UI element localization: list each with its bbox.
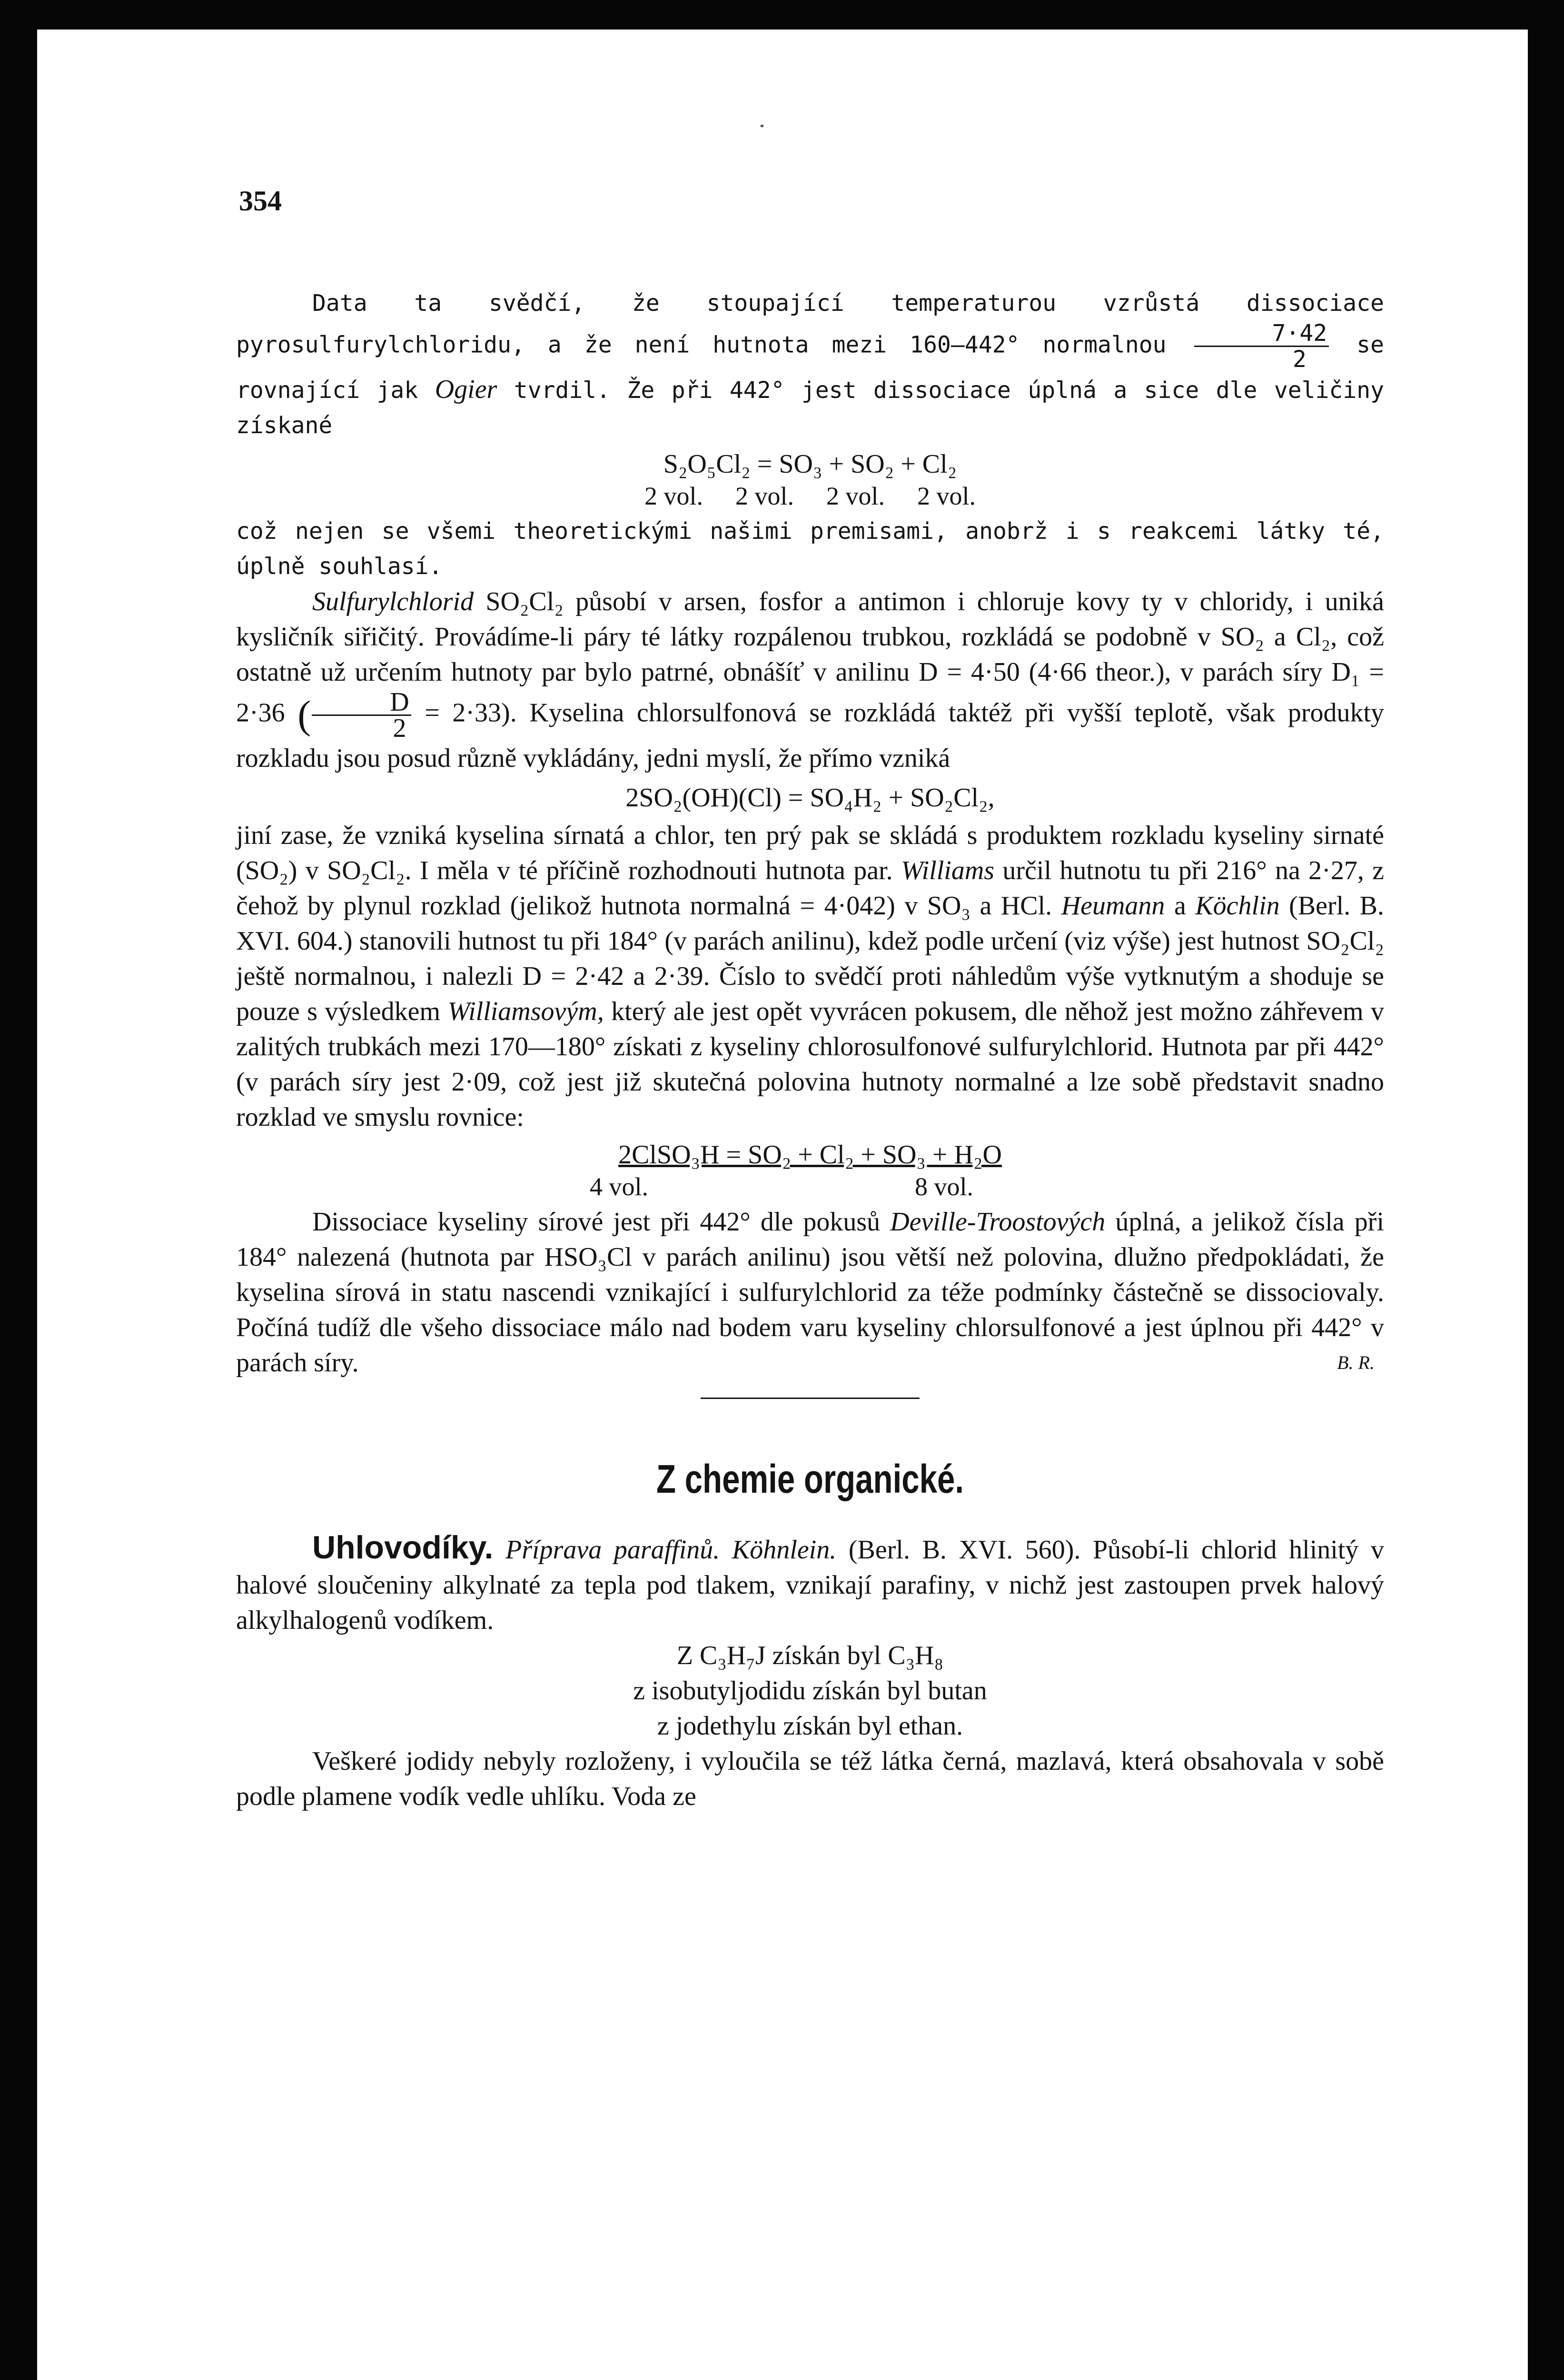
- volume-label: 2 vol.: [735, 482, 794, 510]
- paragraph-text: a: [1174, 891, 1186, 921]
- page-content: [236, 187, 1384, 1814]
- volume-label: 2 vol.: [917, 482, 976, 510]
- paragraph-text: úplná, a jelikož čísla při 184° nalezená (hutnota par HSO₃Cl v parách anilinu) jsou větší než polovina, dlužno předpokládati, že kyselina sírová in statu nascendi vznikající i sulfurylchlorid za téže podmínky částečně se dissociovaly. Počíná tudíž dle všeho dissociace málo nad bodem varu kyseliny chlorsulfonové a jest úplnou při 442° v parách síry.: [236, 1207, 1385, 1378]
- fraction-denominator: 2: [1292, 346, 1307, 373]
- equation-chlorsulfonic-split: 2SO₂(OH)(Cl) = SO₄H₂ + SO₂Cl₂,: [625, 783, 995, 813]
- paragraph-text: jiní zase, že vzniká kyselina sírnatá a chlor, ten prý pak se skládá s produktem rozkladu kyseliny sirnaté (SO₂) v SO₂Cl₂. I měla v té příčině rozhodnouti hutnota par.: [236, 821, 1384, 885]
- section-divider: [701, 1398, 920, 1399]
- paragraph-sulfuric-dissociation: [236, 1204, 1384, 1380]
- paragraph-sulfurylchlorid: [236, 584, 1384, 776]
- signature: B. R.: [1337, 1352, 1375, 1373]
- fraction-7-42-over-2: [1194, 321, 1329, 372]
- page-number: 354: [239, 185, 282, 217]
- term-sulfurylchlorid: Sulfurylchlorid: [312, 587, 474, 616]
- fraction-d-over-2: [312, 687, 411, 743]
- paragraph-iodides: Veškeré jodidy nebyly rozloženy, i vyloučila se též látka černá, mazlavá, která obsahovala v sobě podle plamene vodík vedle uhlíku. Voda ze: [236, 1746, 1384, 1811]
- fraction-denominator: 2: [393, 714, 406, 743]
- paren-open: (: [297, 693, 311, 737]
- paragraph-text: určil hutnotu tu při 216° na 2·27, z čehož by plynul rozklad (jelikož hutnota normalná = 4·042) v SO₃ a HCl.: [236, 856, 1385, 921]
- author-kochlin: Köchlin: [1195, 891, 1280, 921]
- equation-decomposition-volumes: [179, 1172, 1384, 1201]
- reaction-line: z jodethylu získán byl ethan.: [657, 1711, 963, 1741]
- volume-left: 4 vol.: [589, 1172, 648, 1201]
- paragraph-text: se rovnající jak: [236, 331, 1384, 404]
- lead-heading: Uhlovodíky.: [312, 1529, 494, 1566]
- volume-label: 2 vol.: [826, 482, 885, 510]
- equation-text: 2ClSO₃H = SO₂ + Cl₂ + SO₃ + H₂O: [618, 1140, 1002, 1170]
- fraction-numerator: D: [312, 690, 411, 716]
- lead-subtitle: Příprava paraffinů. Köhnlein.: [505, 1535, 837, 1565]
- paragraph-agreement: což nejen se všemi theoretickými našimi premisami, anobrž i s reakcemi látky té, úplně souhlasí.: [236, 518, 1384, 580]
- paragraph-text: (Berl. B. XVI. 560). Působí-li chlorid hlinitý v halové sloučeniny alkylnaté za tepla pod tlakem, vznikají parafiny, v nichž jest zastoupen prvek halový alkylhalogenů vodíkem.: [236, 1535, 1385, 1635]
- equation-volumes: [236, 481, 1384, 511]
- author-deville-troost: Deville-Troostových: [890, 1207, 1106, 1237]
- paragraph-text: (Berl. B. XVI. 604.) stanovili hutnost tu při 184° (v parách anilinu), kdež podle určení (viz výše) jest hutnost SO₂Cl₂ ještě normalnou, i nalezli D = 2·42 a 2·39. Číslo to svědčí proti náhledům výše vytknutým a shoduje se pouze s výsledkem: [236, 891, 1385, 1026]
- paragraph-dissociation-intro: [236, 286, 1384, 443]
- section-heading: Z chemie organické.: [656, 1457, 964, 1501]
- paragraph-text: tvrdil. Že při 442° jest dissociace úplná a sice dle veličiny získané: [236, 377, 1385, 439]
- paragraph-text: Dissociace kyseliny sírové jest při 442° dle pokusů: [312, 1207, 881, 1237]
- reaction-line: Z C₃H₇J získán byl C₃H₈: [676, 1641, 944, 1670]
- volume-label: 2 vol.: [644, 482, 703, 510]
- paragraph-density-debate: [236, 818, 1384, 1135]
- reaction-list: [236, 1638, 1384, 1744]
- author-heumann: Heumann: [1061, 891, 1165, 921]
- author-williams: Williams: [901, 856, 995, 885]
- paragraph-text: = 2·33). Kyselina chlorsulfonová se rozkládá taktéž při vyšší teplotě, však produkty rozkladu jsou posud různě vykládány, jedni myslí, že přímo vzniká: [236, 698, 1385, 773]
- paragraph-text: Data ta svědčí, že stoupající temperaturou vzrůstá dissociace pyrosulfurylchloridu, a že není hutnota mezi 160—442° normalnou: [236, 290, 1384, 358]
- paragraph-hydrocarbons: [236, 1530, 1384, 1638]
- reaction-line: z isobutyljodidu získán byl butan: [633, 1676, 987, 1706]
- fraction-numerator: 7·42: [1194, 321, 1329, 347]
- volume-right: 8 vol.: [915, 1172, 974, 1201]
- author-ogier: Ogier: [435, 375, 497, 404]
- equation-decomposition: [236, 1138, 1384, 1172]
- paragraph-text: SO₂Cl₂ působí v arsen, fosfor a antimon i chloruje kovy ty v chloridy, i uniká kysličník siřičitý. Provádíme-li páry té látky rozpálenou trubkou, rozkládá se podobně v SO₂ a Cl₂, což ostatně už určením hutnoty par bylo patrné, obnášíť v anilinu D = 4·50 (4·66 theor.), v parách síry D₁ = 2·36: [236, 587, 1384, 728]
- page-sheet: [37, 30, 1528, 2380]
- equation-pyrosulfuryl: S₂O₅Cl₂ = SO₃ + SO₂ + Cl₂: [663, 449, 957, 479]
- paragraph-text: který ale jest opět vyvrácen pokusem, dle něhož jest možno záhřevem v zalitých trubkách mezi 170—180° získati z kyseliny chlorosulfonové sulfurylchlorid. Hutnota par při 442° (v parách síry jest 2·09, což jest již skutečná polovina hutnoty normalné a lze sobě představit snadno rozklad ve smyslu rovnice:: [236, 997, 1385, 1132]
- print-speck: [761, 125, 763, 127]
- author-williamsovym: Williamsovým,: [447, 997, 604, 1026]
